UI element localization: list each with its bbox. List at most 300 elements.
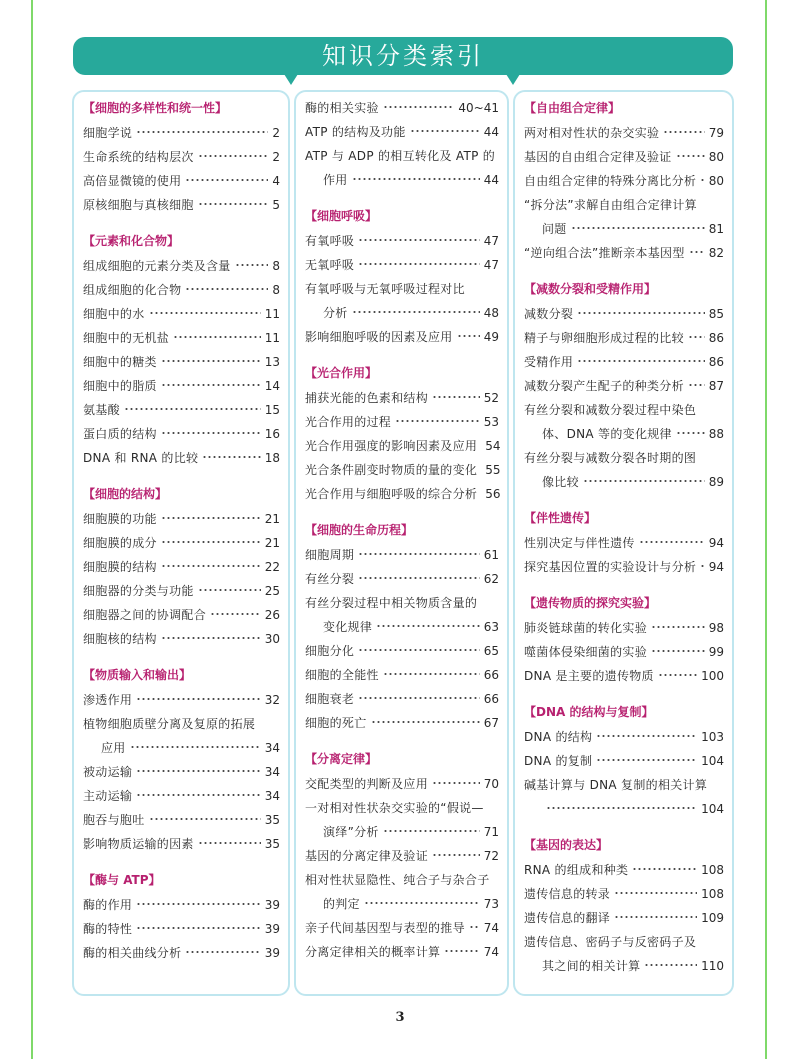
right-margin-line [765, 0, 767, 1059]
index-entry[interactable] [305, 386, 499, 410]
entry-row [83, 555, 280, 579]
entry-title: 细胞中的糖类 [83, 355, 157, 369]
index-entry[interactable] [305, 868, 499, 916]
entry-title: 交配类型的判断及应用 [305, 777, 429, 791]
index-entry[interactable] [83, 712, 280, 760]
entry-title: 性别决定与伴性遗传 [524, 536, 635, 550]
index-entry[interactable] [83, 627, 280, 651]
bracket-open: 【 [305, 209, 318, 223]
index-entry[interactable] [83, 760, 280, 784]
entry-page-number: 14 [264, 379, 280, 393]
entry-title: 精子与卵细胞形成过程的比较 [524, 331, 684, 345]
entry-page-number: 85 [708, 307, 724, 321]
entry-title: 酶的特性 [83, 922, 133, 936]
index-entry[interactable] [83, 145, 280, 169]
bracket-close: 】 [215, 101, 228, 115]
index-entry[interactable] [83, 422, 280, 446]
entry-row [83, 302, 280, 326]
entry-page-number: 32 [264, 693, 280, 707]
dot-leader [149, 814, 261, 824]
index-entry[interactable] [83, 531, 280, 555]
entry-title: 细胞衰老 [305, 692, 355, 706]
entry-page-number: 35 [264, 837, 280, 851]
index-entry[interactable] [305, 796, 499, 844]
entry-row [83, 941, 280, 965]
entry-row [305, 386, 499, 410]
entry-title: DNA 是主要的遗传物质 [524, 669, 654, 683]
entry-row [305, 229, 499, 253]
index-entry[interactable] [83, 832, 280, 856]
section-heading [305, 518, 499, 543]
index-entry[interactable] [83, 784, 280, 808]
entry-page-number: 61 [483, 548, 499, 562]
dot-leader [688, 380, 705, 390]
entry-page-number: 21 [264, 512, 280, 526]
dot-leader [161, 513, 261, 523]
entry-title: 细胞中的脂质 [83, 379, 157, 393]
dot-leader [173, 332, 261, 342]
index-entry[interactable] [524, 121, 724, 145]
dot-leader [352, 174, 480, 184]
entry-row [83, 893, 280, 917]
entry-row [83, 507, 280, 531]
dot-leader [198, 585, 261, 595]
left-margin-line [31, 0, 33, 1059]
section-heading [524, 96, 724, 121]
index-entry[interactable] [83, 121, 280, 145]
index-column-1 [72, 90, 290, 996]
index-entry[interactable] [305, 277, 499, 325]
entry-page-number: 35 [264, 813, 280, 827]
dot-leader [352, 307, 480, 317]
index-entry[interactable] [524, 773, 724, 821]
entry-page-number: 109 [701, 911, 724, 925]
entry-page-number: 52 [483, 391, 499, 405]
bracket-close: 】 [641, 705, 654, 719]
entry-title: 无氧呼吸 [305, 258, 355, 272]
entry-title: 细胞学说 [83, 126, 133, 140]
index-entry[interactable] [524, 398, 724, 446]
entry-page-number: 21 [264, 536, 280, 550]
entry-page-number: 15 [264, 403, 280, 417]
dot-leader [410, 126, 480, 136]
entry-title: DNA 和 RNA 的比较 [83, 451, 199, 465]
entry-row [305, 711, 499, 735]
entry-title: 细胞核的结构 [83, 632, 157, 646]
index-entry[interactable] [305, 591, 499, 639]
entry-page-number: 73 [483, 897, 499, 911]
section-heading [83, 663, 280, 688]
index-entry[interactable] [83, 326, 280, 350]
dot-leader [149, 308, 261, 318]
index-entry[interactable] [305, 325, 499, 349]
entry-page-number: 86 [708, 355, 724, 369]
dot-leader [358, 645, 480, 655]
entry-row [524, 797, 724, 821]
section-heading-text: 自由组合定律 [536, 101, 609, 115]
entry-page-number: 81 [708, 222, 724, 236]
dot-leader [546, 803, 697, 813]
entry-title: 作用 [323, 173, 348, 187]
dot-leader [383, 102, 455, 112]
dot-leader [571, 223, 705, 233]
index-entry[interactable] [305, 434, 499, 458]
index-entry[interactable] [524, 169, 724, 193]
dot-leader [161, 633, 261, 643]
dot-leader [700, 175, 705, 185]
entry-page-number: 66 [483, 692, 499, 706]
index-entry[interactable] [83, 374, 280, 398]
entry-page-number: 110 [701, 959, 724, 973]
entry-page-number: 26 [264, 608, 280, 622]
dot-leader [383, 669, 480, 679]
dot-leader [700, 561, 705, 571]
entry-page-number: 54 [485, 439, 501, 453]
entry-row [305, 434, 499, 458]
entry-row [83, 531, 280, 555]
index-entry[interactable] [524, 616, 724, 640]
index-entry[interactable] [305, 144, 499, 192]
index-entry[interactable] [305, 567, 499, 591]
banner-pointer [506, 74, 520, 85]
entry-page-number: 94 [708, 560, 724, 574]
index-entry[interactable] [83, 446, 280, 470]
index-entry[interactable] [305, 916, 499, 940]
entry-title: ATP 的结构及功能 [305, 125, 406, 139]
section-heading-text: 细胞的结构 [95, 487, 156, 501]
dot-leader [161, 561, 261, 571]
index-entry[interactable] [83, 278, 280, 302]
dot-leader [583, 476, 705, 486]
index-entry[interactable] [305, 410, 499, 434]
entry-page-number: 47 [483, 234, 499, 248]
entry-page-number: 108 [701, 887, 724, 901]
dot-leader [614, 912, 697, 922]
entry-row [83, 688, 280, 712]
index-entry[interactable] [83, 507, 280, 531]
banner-pointer [284, 74, 298, 85]
entry-title: 肺炎链球菌的转化实验 [524, 621, 648, 635]
dot-leader [457, 331, 480, 341]
bracket-close: 】 [584, 511, 597, 525]
section-heading-text: 物质输入和输出 [95, 668, 180, 682]
entry-title: 蛋白质的结构 [83, 427, 157, 441]
entry-row [83, 326, 280, 350]
bracket-open: 【 [524, 101, 537, 115]
entry-title: 光合作用强度的影响因素及应用 [305, 439, 478, 453]
index-entry[interactable] [524, 193, 724, 241]
dot-leader [395, 416, 480, 426]
entry-row [83, 254, 280, 278]
index-entry[interactable] [524, 145, 724, 169]
entry-row [83, 627, 280, 651]
dot-leader [136, 694, 261, 704]
entry-row [305, 168, 499, 192]
entry-page-number: 53 [483, 415, 499, 429]
dot-leader [136, 790, 261, 800]
index-entry[interactable] [305, 543, 499, 567]
dot-leader [676, 428, 705, 438]
bracket-close: 】 [608, 101, 621, 115]
dot-leader [364, 898, 480, 908]
entry-page-number: 74 [483, 921, 499, 935]
index-entry[interactable] [305, 482, 499, 506]
section-heading [305, 747, 499, 772]
index-entry[interactable] [83, 917, 280, 941]
entry-page-number: 4 [272, 174, 280, 188]
entry-row [305, 940, 499, 964]
index-entry[interactable] [83, 302, 280, 326]
bracket-close: 】 [365, 209, 378, 223]
entry-page-number: 72 [483, 849, 499, 863]
index-entry[interactable] [524, 749, 724, 773]
index-entry[interactable] [524, 302, 724, 326]
entry-page-number: 34 [264, 789, 280, 803]
index-entry[interactable] [305, 772, 499, 796]
index-entry[interactable] [524, 446, 724, 494]
entry-page-number: 80 [708, 150, 724, 164]
entry-page-number: 94 [708, 536, 724, 550]
entry-row [83, 603, 280, 627]
dot-leader [596, 755, 697, 765]
section-heading-text-suffix: ATP [123, 873, 149, 887]
entry-title-line: 有丝分裂过程中相关物质含量的 [305, 596, 478, 610]
entry-title: 像比较 [542, 475, 579, 489]
index-entry[interactable] [83, 398, 280, 422]
entry-row [83, 784, 280, 808]
entry-title-line: “拆分法”求解自由组合定律计算 [524, 198, 697, 212]
entry-title-line: 有丝分裂与减数分裂各时期的图 [524, 451, 697, 465]
entry-row [83, 350, 280, 374]
entry-title: 基因的自由组合定律及验证 [524, 150, 672, 164]
bracket-close: 】 [179, 668, 192, 682]
index-entry[interactable] [524, 664, 724, 688]
index-entry[interactable] [305, 639, 499, 663]
entry-row [524, 422, 724, 446]
entry-title: 细胞的全能性 [305, 668, 379, 682]
entry-title-line: 有氧呼吸与无氧呼吸过程对比 [305, 282, 465, 296]
index-entry[interactable] [83, 603, 280, 627]
entry-row [305, 687, 499, 711]
index-entry[interactable] [305, 458, 499, 482]
entry-title: 有丝分裂 [305, 572, 355, 586]
index-entry[interactable] [83, 169, 280, 193]
entry-row [524, 374, 724, 398]
dot-leader [358, 235, 480, 245]
entry-page-number: 87 [708, 379, 724, 393]
entry-title: 遗传信息的转录 [524, 887, 611, 901]
bracket-close: 】 [148, 873, 161, 887]
dot-leader [161, 537, 261, 547]
index-entry[interactable] [305, 229, 499, 253]
entry-title: 分析 [323, 306, 348, 320]
entry-page-number: 100 [701, 669, 724, 683]
index-entry[interactable] [524, 725, 724, 749]
entry-page-number: 39 [264, 922, 280, 936]
entry-row [524, 749, 724, 773]
entry-row [83, 917, 280, 941]
entry-title: DNA 的结构 [524, 730, 593, 744]
index-entry[interactable] [305, 663, 499, 687]
entry-title: 原核细胞与真核细胞 [83, 198, 194, 212]
index-entry[interactable] [83, 254, 280, 278]
index-entry[interactable] [524, 906, 724, 930]
index-entry[interactable] [524, 326, 724, 350]
index-entry[interactable] [524, 555, 724, 579]
page-title: 知识分类索引 [322, 42, 484, 70]
entry-row [305, 820, 499, 844]
entry-page-number: 8 [272, 283, 280, 297]
section-heading [524, 506, 724, 531]
entry-title: 组成细胞的元素分类及含量 [83, 259, 231, 273]
section-heading [524, 277, 724, 302]
section-heading-text: 细胞的多样性和统一性 [95, 101, 216, 115]
bracket-open: 【 [83, 873, 96, 887]
bracket-close: 】 [365, 752, 378, 766]
dot-leader [136, 127, 268, 137]
index-entry[interactable] [83, 193, 280, 217]
dot-leader [432, 392, 480, 402]
dot-leader [198, 151, 269, 161]
index-entry[interactable] [305, 844, 499, 868]
entry-row [524, 145, 724, 169]
entry-title: 问题 [542, 222, 567, 236]
bracket-close: 】 [401, 523, 414, 537]
index-entry[interactable] [83, 688, 280, 712]
index-entry[interactable] [83, 350, 280, 374]
entry-title: 细胞的死亡 [305, 716, 367, 730]
entry-page-number: 30 [264, 632, 280, 646]
bracket-close: 】 [644, 596, 657, 610]
entry-title: 被动运输 [83, 765, 133, 779]
dot-leader [136, 899, 261, 909]
index-entry[interactable] [305, 253, 499, 277]
index-entry[interactable] [305, 120, 499, 144]
dot-leader [185, 947, 260, 957]
entry-page-number: 104 [701, 802, 724, 816]
entry-page-number: 39 [264, 946, 280, 960]
entry-row [524, 616, 724, 640]
entry-row [305, 96, 499, 120]
entry-title: 其之间的相关计算 [542, 959, 641, 973]
index-column-3 [513, 90, 734, 996]
page-number: 3 [395, 1010, 405, 1025]
entry-title: 演绎”分析 [323, 825, 379, 839]
index-entry[interactable] [524, 374, 724, 398]
section-heading-text: 遗传物质的探究实验 [536, 596, 645, 610]
bracket-open: 【 [305, 366, 318, 380]
bracket-open: 【 [83, 234, 96, 248]
bracket-open: 【 [83, 487, 96, 501]
entry-row [524, 954, 724, 978]
entry-title: 光合作用与细胞呼吸的综合分析 [305, 487, 478, 501]
entry-page-number: 56 [485, 487, 501, 501]
index-entry[interactable] [83, 893, 280, 917]
index-entry[interactable] [83, 579, 280, 603]
entry-page-number: 62 [483, 572, 499, 586]
index-entry[interactable] [524, 930, 724, 978]
section-heading [305, 204, 499, 229]
entry-page-number: 5 [272, 198, 280, 212]
entry-page-number: 22 [264, 560, 280, 574]
dot-leader [596, 731, 697, 741]
entry-row [305, 325, 499, 349]
index-entry[interactable] [524, 640, 724, 664]
entry-page-number: 71 [483, 825, 499, 839]
entry-page-number: 79 [708, 126, 724, 140]
index-entry[interactable] [83, 555, 280, 579]
entry-row [524, 858, 724, 882]
entry-row [524, 470, 724, 494]
entry-title: 细胞中的无机盐 [83, 331, 170, 345]
entry-page-number: 103 [701, 730, 724, 744]
entry-title: 减数分裂 [524, 307, 574, 321]
entry-page-number: 104 [701, 754, 724, 768]
bracket-open: 【 [83, 668, 96, 682]
index-entry[interactable] [305, 687, 499, 711]
entry-row [83, 278, 280, 302]
section-heading-text: 分离定律 [317, 752, 366, 766]
bracket-close: 】 [155, 487, 168, 501]
entry-title: 探究基因位置的实验设计与分析 [524, 560, 697, 574]
entry-page-number: 44 [483, 173, 499, 187]
index-entry[interactable] [524, 241, 724, 265]
index-entry[interactable] [305, 940, 499, 964]
entry-title: 分离定律相关的概率计算 [305, 945, 441, 959]
section-heading-text: 细胞的生命历程 [317, 523, 402, 537]
entry-title: 受精作用 [524, 355, 574, 369]
bracket-close: 】 [365, 366, 378, 380]
entry-row [83, 121, 280, 145]
entry-title: DNA 的复制 [524, 754, 593, 768]
entry-row [524, 350, 724, 374]
index-entry[interactable] [83, 808, 280, 832]
entry-page-number: 55 [485, 463, 501, 477]
entry-row [524, 882, 724, 906]
entry-row [83, 579, 280, 603]
entry-title: 减数分裂产生配子的种类分析 [524, 379, 684, 393]
entry-row [524, 664, 724, 688]
entry-row [524, 531, 724, 555]
section-heading-text: 酶与 [95, 873, 124, 887]
entry-page-number: 65 [483, 644, 499, 658]
entry-title: 渗透作用 [83, 693, 133, 707]
index-entry[interactable] [524, 882, 724, 906]
index-entry[interactable] [83, 941, 280, 965]
section-heading-text: 元素和化合物 [95, 234, 168, 248]
entry-row [305, 892, 499, 916]
entry-title: 应用 [101, 741, 126, 755]
entry-row [305, 301, 499, 325]
index-entry[interactable] [305, 711, 499, 735]
index-entry[interactable] [524, 531, 724, 555]
bracket-close: 】 [596, 838, 609, 852]
entry-title: 遗传信息的翻译 [524, 911, 611, 925]
entry-title: 胞吞与胞吐 [83, 813, 145, 827]
entry-title: RNA 的组成和种类 [524, 863, 629, 877]
entry-page-number: 40~41 [458, 101, 499, 115]
index-entry[interactable] [524, 350, 724, 374]
entry-title: 光合作用的过程 [305, 415, 392, 429]
dot-leader [198, 199, 269, 209]
entry-row [83, 760, 280, 784]
dot-leader [130, 742, 261, 752]
entry-title: 亲子代间基因型与表型的推导 [305, 921, 465, 935]
entry-title: 细胞膜的功能 [83, 512, 157, 526]
index-entry[interactable] [305, 96, 499, 120]
entry-row [305, 410, 499, 434]
index-entry[interactable] [524, 858, 724, 882]
